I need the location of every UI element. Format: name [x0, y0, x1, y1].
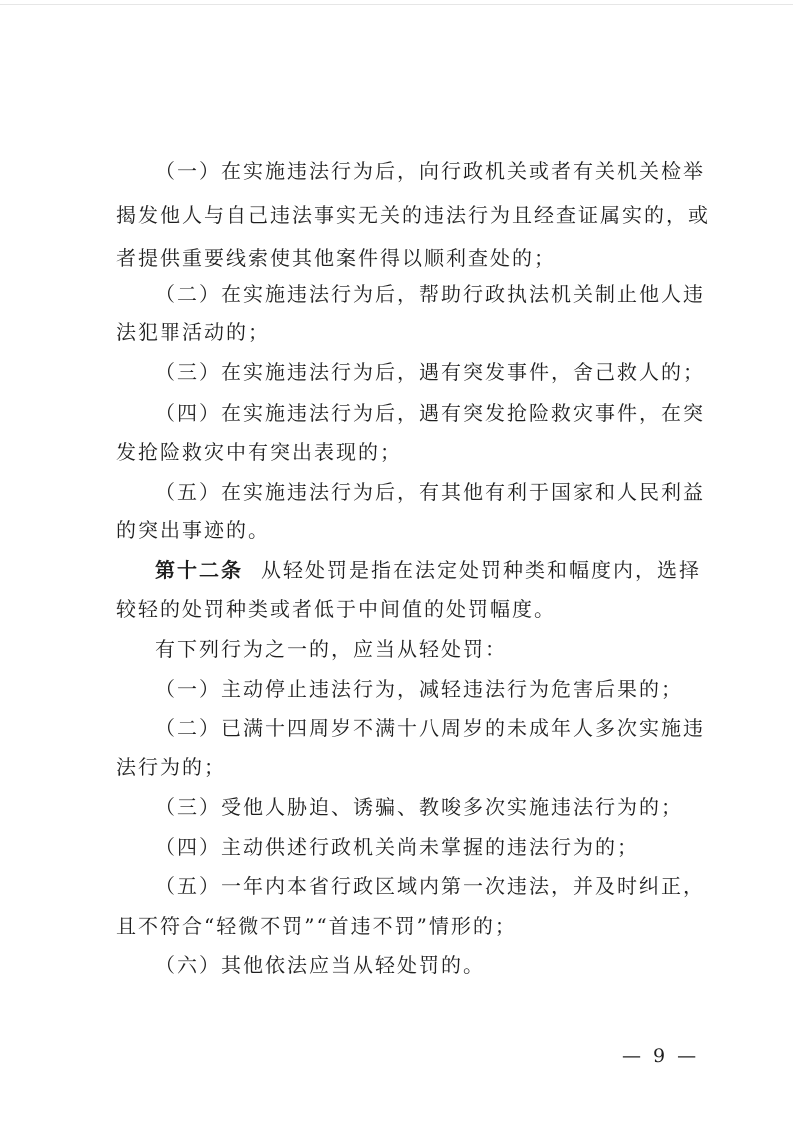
paragraph-line: （五）一年内本省行政区域内第一次违法，并及时纠正， — [155, 874, 705, 898]
paragraph-line: 发抢险救灾中有突出表现的； — [116, 440, 402, 464]
paragraph-line: （二）在实施违法行为后，帮助行政执法机关制止他人违 — [155, 282, 705, 306]
paragraph-line: 者提供重要线索使其他案件得以顺利查处的； — [116, 246, 556, 270]
top-rule — [0, 4, 793, 5]
article-heading: 第十二条 — [155, 558, 243, 582]
paragraph-line: （一）主动停止违法行为，减轻违法行为危害后果的； — [155, 677, 683, 701]
paragraph-line: 有下列行为之一的，应当从轻处罚： — [155, 637, 507, 661]
paragraph-line: 且不符合“轻微不罚”“首违不罚”情形的； — [116, 914, 517, 938]
article-12-first-line — [155, 558, 701, 582]
paragraph-line: （一）在实施违法行为后，向行政机关或者有关机关检举 — [155, 159, 705, 183]
paragraph-line: （四）在实施违法行为后，遇有突发抢险救灾事件，在突 — [155, 401, 705, 425]
paragraph-line: 法行为的； — [116, 755, 226, 779]
paragraph-line: 的突出事迹的。 — [116, 518, 270, 542]
paragraph-text: 从轻处罚是指在法定处罚种类和幅度内，选择 — [261, 558, 701, 582]
paragraph-line: 揭发他人与自己违法事实无关的违法行为且经查证属实的，或 — [116, 203, 710, 227]
paragraph-line: （六）其他依法应当从轻处罚的。 — [155, 953, 485, 977]
paragraph-line: 法犯罪活动的； — [116, 320, 270, 344]
paragraph-line: （四）主动供述行政机关尚未掌握的违法行为的； — [155, 835, 639, 859]
paragraph-line: （五）在实施违法行为后，有其他有利于国家和人民利益 — [155, 480, 705, 504]
paragraph-line: （三）受他人胁迫、诱骗、教唆多次实施违法行为的； — [155, 795, 683, 819]
paragraph-line: 较轻的处罚种类或者低于中间值的处罚幅度。 — [116, 597, 556, 621]
paragraph-line: （三）在实施违法行为后，遇有突发事件，舍己救人的； — [155, 360, 705, 384]
paragraph-line: （二）已满十四周岁不满十八周岁的未成年人多次实施违 — [155, 716, 705, 740]
page-number: — 9 — — [622, 1045, 700, 1067]
